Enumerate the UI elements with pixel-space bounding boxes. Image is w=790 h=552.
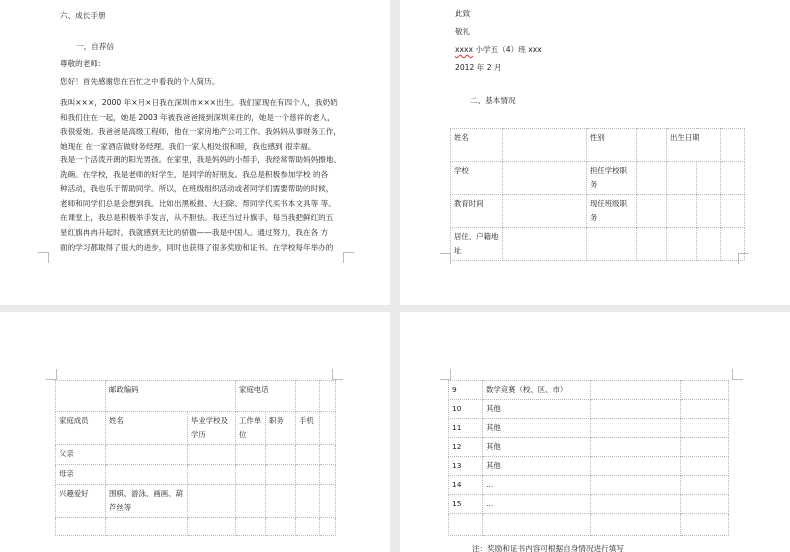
table-cell xyxy=(188,445,236,465)
crop-mark xyxy=(343,252,354,263)
table-cell xyxy=(236,445,266,465)
table-cell xyxy=(591,457,681,476)
table-cell: 手机 xyxy=(296,412,320,445)
table-cell xyxy=(697,228,721,261)
table-cell xyxy=(681,438,729,457)
table-cell: 姓名 xyxy=(451,129,503,162)
table-cell: 围棋、游泳、画画、葫芦丝等 xyxy=(106,485,188,518)
table-row xyxy=(449,381,729,400)
table-cell xyxy=(320,518,336,536)
signature xyxy=(455,43,542,58)
table-cell xyxy=(106,518,188,536)
table-cell: 其他 xyxy=(483,400,591,419)
page-4 xyxy=(400,312,790,552)
table-row xyxy=(451,195,745,228)
table-cell xyxy=(320,465,336,485)
table-cell xyxy=(483,514,591,536)
table-cell xyxy=(296,445,320,465)
table-cell xyxy=(266,518,296,536)
closing-line: 敬礼 xyxy=(455,27,471,36)
table-cell xyxy=(266,465,296,485)
page-1 xyxy=(0,0,390,305)
table-cell xyxy=(667,195,697,228)
table-cell: ... xyxy=(483,495,591,514)
table-row xyxy=(451,129,745,162)
table-cell: 学校 xyxy=(451,162,503,195)
table-cell xyxy=(591,419,681,438)
table-cell: 担任学校职务 xyxy=(587,162,637,195)
crop-mark xyxy=(440,369,451,380)
table-cell: 10 xyxy=(449,400,483,419)
table-cell xyxy=(681,419,729,438)
text-line: 面的学习都取得了很大的进步，同时也获得了很多奖励和证书。在学校每年举办的 xyxy=(60,242,334,252)
table-cell: 其他 xyxy=(483,438,591,457)
text-line: 我是一个活泼开朗的阳光男孩。在家里，我是妈妈的小帮手，我经常帮助妈妈擦地、 xyxy=(60,155,341,164)
table-cell xyxy=(681,495,729,514)
text-line: 种活动，我也乐于帮助同学。所以，在班级组织活动或者同学们需要帮助的时候， xyxy=(60,184,334,194)
table-cell: 家庭电话 xyxy=(236,381,296,412)
table-cell: 毕业学校及学历 xyxy=(188,412,236,445)
table-cell xyxy=(320,381,336,412)
table-cell xyxy=(236,465,266,485)
table-cell: 性别 xyxy=(587,129,637,162)
table-cell xyxy=(591,495,681,514)
paragraph-self xyxy=(60,153,341,255)
letter-date: 2012 年 2 月 xyxy=(455,63,502,72)
awards-table xyxy=(448,380,729,536)
table-cell: 母亲 xyxy=(56,465,106,485)
table-row xyxy=(451,162,745,195)
table-cell xyxy=(188,465,236,485)
table-cell xyxy=(503,129,587,162)
table-row xyxy=(449,400,729,419)
table-cell: 15 xyxy=(449,495,483,514)
table-cell xyxy=(681,514,729,536)
text-line: 我很爱她。我爸爸是高级工程师，他在一家房地产公司工作。我妈妈从事财务工作， xyxy=(60,127,341,137)
table-cell xyxy=(266,445,296,465)
table-cell: 兴趣爱好 xyxy=(56,485,106,518)
table-cell xyxy=(721,129,745,162)
page-2 xyxy=(400,0,790,305)
table-row xyxy=(449,514,729,536)
table-row xyxy=(56,445,336,465)
crop-mark xyxy=(46,369,57,380)
table-cell: 13 xyxy=(449,457,483,476)
table-cell: 12 xyxy=(449,438,483,457)
table-row xyxy=(449,457,729,476)
closing-line: 此致 xyxy=(455,9,471,18)
crop-mark xyxy=(332,369,343,380)
table-row xyxy=(451,228,745,261)
table-cell xyxy=(106,465,188,485)
table-cell: 父亲 xyxy=(56,445,106,465)
table-cell xyxy=(591,514,681,536)
table-cell: 家庭成员 xyxy=(56,412,106,445)
table-cell: 9 xyxy=(449,381,483,400)
table-row xyxy=(56,412,336,445)
table-cell xyxy=(697,195,721,228)
table-cell xyxy=(320,485,336,518)
table-cell xyxy=(697,162,721,195)
crop-mark xyxy=(38,252,49,263)
table-cell xyxy=(56,381,106,412)
table-row xyxy=(449,476,729,495)
table-cell xyxy=(320,445,336,465)
table-cell: 职务 xyxy=(266,412,296,445)
greeting: 您好！首先感谢您在百忙之中看我的个人简历。 xyxy=(60,77,220,86)
table-cell xyxy=(681,476,729,495)
text-line: 在课堂上，我总是积极举手发言，从不胆怯。我还当过升旗手，每当我把鲜红的五 xyxy=(60,213,334,223)
table-cell: 现任班级职务 xyxy=(587,195,637,228)
table-cell xyxy=(266,485,296,518)
signature-class: 小学五（4）班 xxx xyxy=(472,45,542,54)
table-cell: 邮政编码 xyxy=(106,381,236,412)
table-cell xyxy=(587,228,637,261)
table-cell xyxy=(449,514,483,536)
family-info-table xyxy=(55,380,336,536)
table-cell: 姓名 xyxy=(106,412,188,445)
table-row xyxy=(56,485,336,518)
table-cell xyxy=(188,518,236,536)
table-cell xyxy=(296,518,320,536)
table-cell xyxy=(320,412,336,445)
table-cell xyxy=(591,400,681,419)
section-title: 六、成长手册 xyxy=(60,11,106,20)
table-note: 注：奖励和证书内容可根据自身情况进行填写 xyxy=(472,544,624,552)
page-3 xyxy=(0,312,390,552)
table-cell xyxy=(591,381,681,400)
table-cell xyxy=(681,400,729,419)
table-cell xyxy=(56,518,106,536)
table-row xyxy=(56,465,336,485)
table-cell xyxy=(236,518,266,536)
text-line: 星红旗冉冉升起时，我就感到无比的骄傲——我是中国人。通过努力，我在各 方 xyxy=(60,227,329,237)
text-line: 老师和同学们总是会想到我。比如出黑板报、大扫除、帮同学代买书本文具等 等。 xyxy=(60,198,336,208)
table-cell: 其他 xyxy=(483,419,591,438)
table-cell: 居住、户籍地址 xyxy=(451,228,503,261)
table-cell: 工作单位 xyxy=(236,412,266,445)
table-row xyxy=(449,438,729,457)
subsection-title: 一、自荐信 xyxy=(76,42,114,51)
table-cell: 数学竞赛（校、区、市） xyxy=(483,381,591,400)
table-cell xyxy=(503,195,587,228)
table-cell xyxy=(721,228,745,261)
salutation: 尊敬的老师: xyxy=(60,59,101,68)
table-cell xyxy=(667,162,697,195)
text-line: 和我们住在一起，她是 2003 年被我爸爸接到深圳来住的，她是一个慈祥的老人， xyxy=(60,112,335,122)
table-cell: 出生日期 xyxy=(667,129,721,162)
text-line: 我叫×××，2000 年×月×日我在深圳市×××出生。我们家现在有四个人，我奶奶 xyxy=(60,98,338,107)
table-cell xyxy=(721,195,745,228)
table-cell xyxy=(188,485,236,518)
table-cell: 14 xyxy=(449,476,483,495)
crop-mark xyxy=(732,369,743,380)
text-line: 她现在 在一家酒店做财务经理。我们一家人相处很和睦，我也感到 很幸福。 xyxy=(60,141,316,151)
table-cell xyxy=(637,195,667,228)
table-cell xyxy=(296,465,320,485)
table-cell xyxy=(681,457,729,476)
table-cell xyxy=(667,228,697,261)
text-line: 洗碗。在学校，我是老师的好学生，是同学的好朋友。我总是积极参加学校 的各 xyxy=(60,169,329,179)
table-cell: 其他 xyxy=(483,457,591,476)
table-row xyxy=(56,518,336,536)
table-cell xyxy=(637,129,667,162)
table-cell xyxy=(503,228,587,261)
basic-info-table xyxy=(450,128,745,261)
table-row xyxy=(56,381,336,412)
table-row xyxy=(449,419,729,438)
table-cell xyxy=(591,476,681,495)
table-cell xyxy=(591,438,681,457)
table-cell xyxy=(296,485,320,518)
table-cell: ... xyxy=(483,476,591,495)
table-cell xyxy=(106,445,188,465)
table-cell xyxy=(503,162,587,195)
table-row xyxy=(449,495,729,514)
table-cell xyxy=(681,381,729,400)
table-cell xyxy=(296,381,320,412)
table-cell xyxy=(236,485,266,518)
table-cell xyxy=(637,228,667,261)
section-title: 二、基本情况 xyxy=(470,96,516,105)
table-cell: 教育时间 xyxy=(451,195,503,228)
paragraph-family xyxy=(60,96,341,154)
table-cell xyxy=(637,162,667,195)
table-cell: 11 xyxy=(449,419,483,438)
signature-school: xxxx xyxy=(455,45,473,54)
table-cell xyxy=(721,162,745,195)
